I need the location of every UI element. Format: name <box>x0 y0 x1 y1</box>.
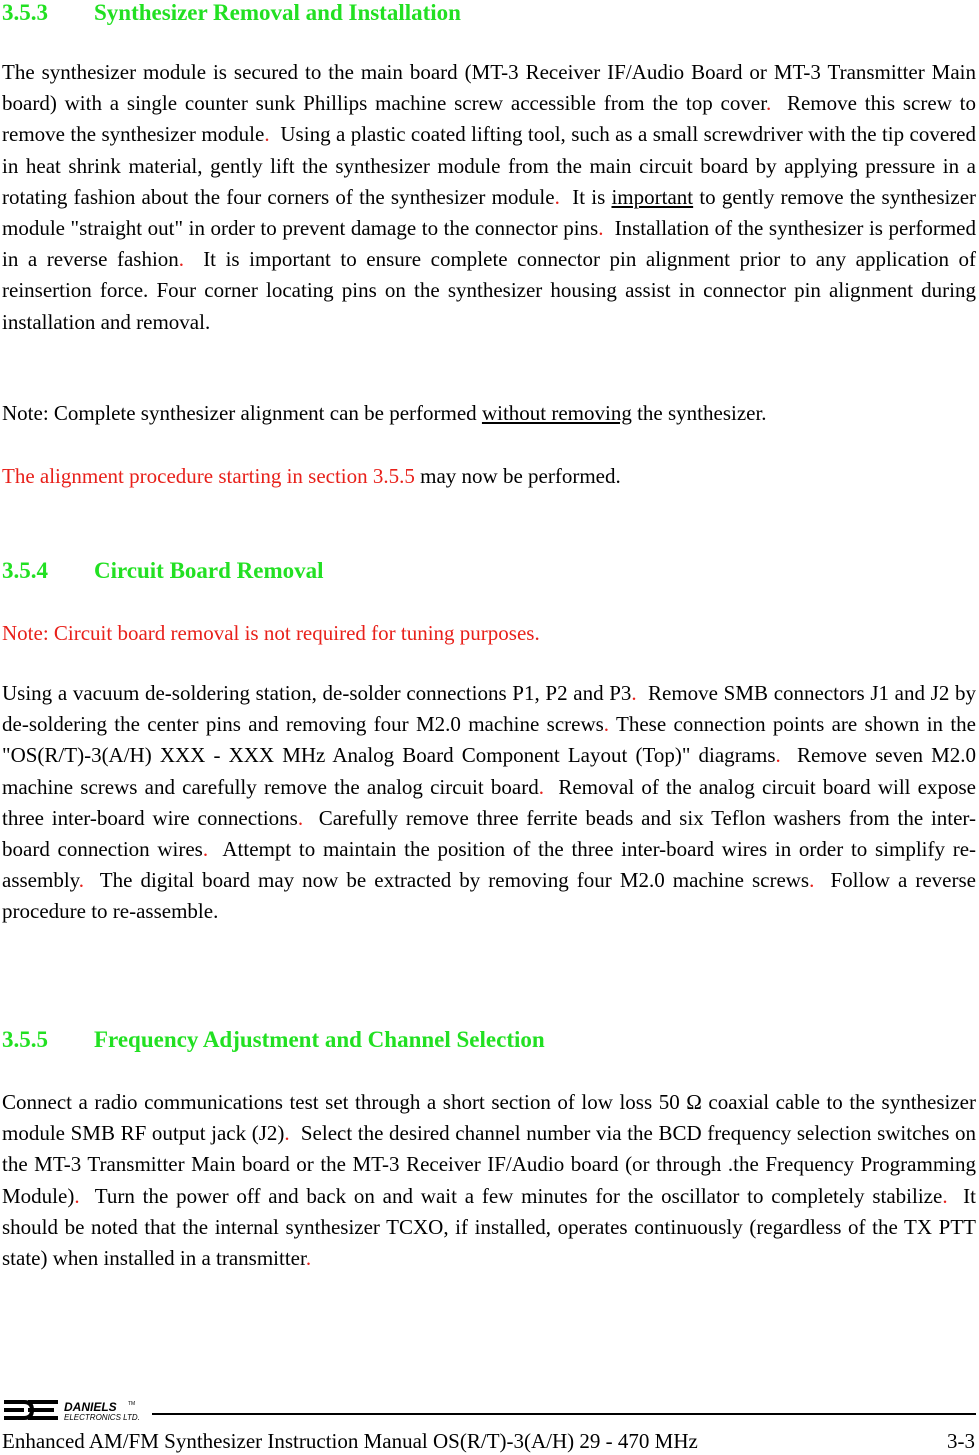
period: . <box>264 122 270 147</box>
note-text: the synthesizer. <box>637 401 767 425</box>
period: . <box>284 1121 290 1146</box>
period: . <box>766 91 772 116</box>
sentence: Turn the power off and back on and wait a few minutes for the oscillator to completely stabilize <box>94 1183 943 1208</box>
period: . <box>809 868 815 893</box>
sentence: Remove this screw to remove the synthesizer module <box>2 91 977 147</box>
note-alignment <box>2 398 976 429</box>
daniels-logo <box>4 1398 154 1424</box>
period: . <box>631 681 637 705</box>
sentence: Carefully remove three ferrite beads and six Teflon washers from the inter-board connection wires <box>2 805 976 862</box>
period: . <box>305 1246 312 1271</box>
sentence: Using a plastic coated lifting tool, such as a small screwdriver with the tip covered in heat shrink material, gently lift the synthesizer module from the main circuit board by applying pressure in a rotating fashion about the four corners of the synthesizer module <box>2 122 977 209</box>
note-circuit-board: Note: Circuit board removal is not required for tuning purposes. <box>2 621 540 645</box>
sentence: Remove seven M2.0 machine screws and carefully remove the analog circuit board <box>2 743 976 799</box>
logo-main-text: DANIELS <box>64 1400 117 1414</box>
de-mark-icon <box>4 1400 58 1420</box>
period: . <box>554 184 560 209</box>
sentence: It is <box>572 184 606 209</box>
period: . <box>538 774 544 799</box>
period: . <box>942 1183 948 1208</box>
sentence: Using a vacuum de-soldering station, de-solder connections P1, P2 and P3 <box>2 681 632 705</box>
footer-manual-title: Enhanced AM/FM Synthesizer Instruction Manual OS(R/T)-3(A/H) 29 - 470 MHz <box>2 1429 698 1453</box>
section-title: Frequency Adjustment and Channel Selection <box>94 1027 545 1052</box>
sentence: These connection points are shown in the "OS(R/T)-3(A/H) XXX - XXX MHz Analog Board Component Layout (Top)" diagrams <box>2 712 976 768</box>
sentence: Connect a radio communications test set through a short section of low loss 50 Ω coaxial cable to the synthesizer module SMB RF output jack (J2) <box>2 1090 976 1146</box>
paragraph-circuit-board-removal <box>2 678 976 928</box>
paragraph-frequency-adjustment <box>2 1087 976 1274</box>
period: . <box>603 712 610 737</box>
period: . <box>178 247 185 272</box>
sentence: Select the desired channel number via the BCD frequency selection switches on the MT-3 Transmitter Main board or the MT-3 Receiver IF/Audio board (or through .the Frequency Programming Module) <box>2 1121 977 1208</box>
sentence: Attempt to maintain the position of the three inter-board wires in order to simplify re-assembly <box>2 837 977 893</box>
period: . <box>598 216 604 241</box>
period: . <box>297 805 304 830</box>
period: . <box>74 1183 80 1208</box>
section-title: Synthesizer Removal and Installation <box>94 0 461 25</box>
period: . <box>202 837 209 862</box>
underlined-without-removing: without removing <box>481 401 632 425</box>
sentence: Installation of the synthesizer is performed in a reverse fashion <box>2 216 976 272</box>
section-number: 3.5.4 <box>2 558 48 583</box>
alignment-procedure-line <box>2 461 976 492</box>
period: . <box>775 743 781 768</box>
footer-page-number: 3-3 <box>947 1429 975 1453</box>
sentence: The digital board may now be extracted by removing four M2.0 machine screws <box>99 868 810 893</box>
section-number: 3.5.5 <box>2 1027 48 1052</box>
section-title: Circuit Board Removal <box>94 558 324 583</box>
sentence: Remove SMB connectors J1 and J2 by de-soldering the center pins and removing four M2.0 machine screws <box>2 681 976 737</box>
footer-rule <box>152 1413 976 1415</box>
section-heading-3-5-3 <box>2 0 461 26</box>
paragraph-synthesizer-removal <box>2 57 976 338</box>
sentence: The synthesizer module is secured to the main board (MT-3 Receiver IF/Audio Board or MT-3 Transmitter Main board) with a single counter sunk Phillips machine screw accessible from the top cover <box>2 60 976 116</box>
logo-tm: TM <box>128 1401 136 1407</box>
sentence: Removal of the analog circuit board will expose three inter-board wire connections <box>2 774 976 830</box>
alignment-text: may now be performed. <box>420 464 621 488</box>
sentence: Follow a reverse procedure to re-assemble. <box>2 868 976 924</box>
logo-sub-text: ELECTRONICS LTD. <box>64 1413 140 1422</box>
section-number: 3.5.3 <box>2 0 48 25</box>
underlined-important: important <box>611 184 694 209</box>
sentence: It should be noted that the internal synthesizer TCXO, if installed, operates continuously (regardless of the TX PTT state) when installed in a transmitter <box>2 1183 976 1271</box>
sentence: to gently remove the synthesizer module "straight out" in order to prevent damage to the connector pins <box>2 184 977 241</box>
period: . <box>78 868 85 893</box>
alignment-link-text: The alignment procedure starting in section 3.5.5 <box>2 464 415 488</box>
sentence: It is important to ensure complete connector pin alignment prior to any application of reinsertion force. Four corner locating pins on the synthesizer housing assist in connector pin alignment during installation and removal. <box>2 247 977 334</box>
note-text: Note: Complete synthesizer alignment can be performed <box>2 401 477 425</box>
section-heading-3-5-5 <box>2 1027 545 1053</box>
section-heading-3-5-4 <box>2 558 324 584</box>
